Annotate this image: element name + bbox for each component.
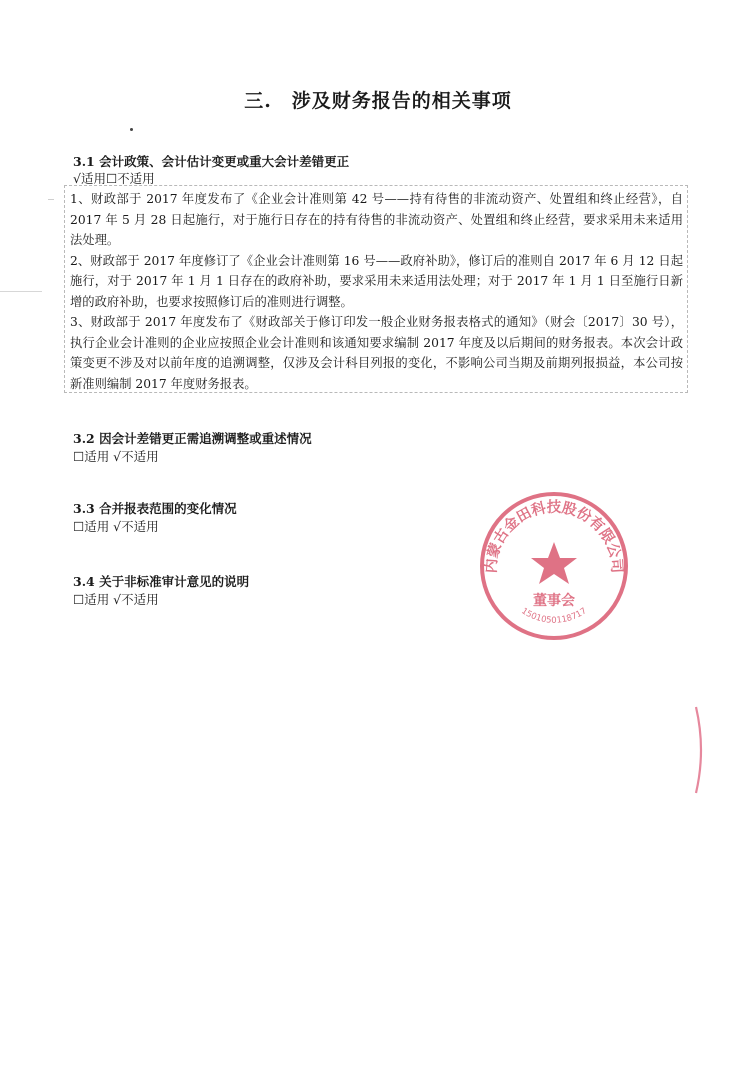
company-seal (478, 490, 630, 642)
section-3-2-heading: 3.2 因会计差错更正需追溯调整或重述情况 (73, 431, 312, 446)
section-3-1-paragraph-3: 3、财政部于 2017 年度发布了《财政部关于修订印发一般企业财务报表格式的通知》（财会〔2017〕30 号），执行企业会计准则的企业应按照企业会计准则和该通知要求编制 2017 年度及以后期间的财务报表。本次会计政策变更不涉及对以前年度的追溯调整，仅涉及会计科目列报的变化，不影响公司当期及前期列报损益，本公司按新准则编制 2017 年度财务报表。 (70, 315, 683, 391)
scan-line (0, 291, 42, 292)
page-title: 三. 涉及财务报告的相关事项 (244, 90, 512, 112)
section-3-1-paragraph-1: 1、财政部于 2017 年度发布了《企业会计准则第 42 号——持有待售的非流动资产、处置组和终止经营》，自 2017 年 5 月 28 日起施行，对于施行日存在的持有待售的非流动资产、处置组和终止经营，要求采用未来适用法处理。 (70, 192, 683, 247)
seal-number: 1501050118717 (519, 606, 589, 626)
scan-mark (48, 199, 54, 200)
section-3-3-applicability: ☐适用 √不适用 (73, 519, 159, 534)
section-3-1-paragraph-2: 2、财政部于 2017 年度修订了《企业会计准则第 16 号——政府补助》，修订后的准则自 2017 年 6 月 12 日起施行，对于 2017 年 1 月 1 日存在的政府补助，要求采用未来适用法处理；对于 2017 年 1 月 1 日至施行日新增的政府补助，也要求按照修订后的准则进行调整。 (70, 253, 683, 309)
edge-stamp-mark (690, 705, 710, 795)
scan-speck (130, 128, 133, 131)
seal-company-name: 内蒙古金田科技股份有限公司 (482, 498, 626, 574)
section-3-1-applicability: √适用☐不适用 (73, 171, 155, 186)
seal-department: 董事会 (533, 593, 575, 609)
section-3-4-applicability: ☐适用 √不适用 (73, 592, 159, 607)
section-3-1-content-box (64, 185, 688, 393)
section-3-3-heading: 3.3 合并报表范围的变化情况 (73, 501, 237, 516)
section-3-2-applicability: ☐适用 √不适用 (73, 449, 159, 464)
section-3-4-heading: 3.4 关于非标准审计意见的说明 (73, 574, 250, 589)
section-3-1-heading: 3.1 会计政策、会计估计变更或重大会计差错更正 (73, 154, 350, 169)
seal-star-icon (531, 542, 577, 584)
